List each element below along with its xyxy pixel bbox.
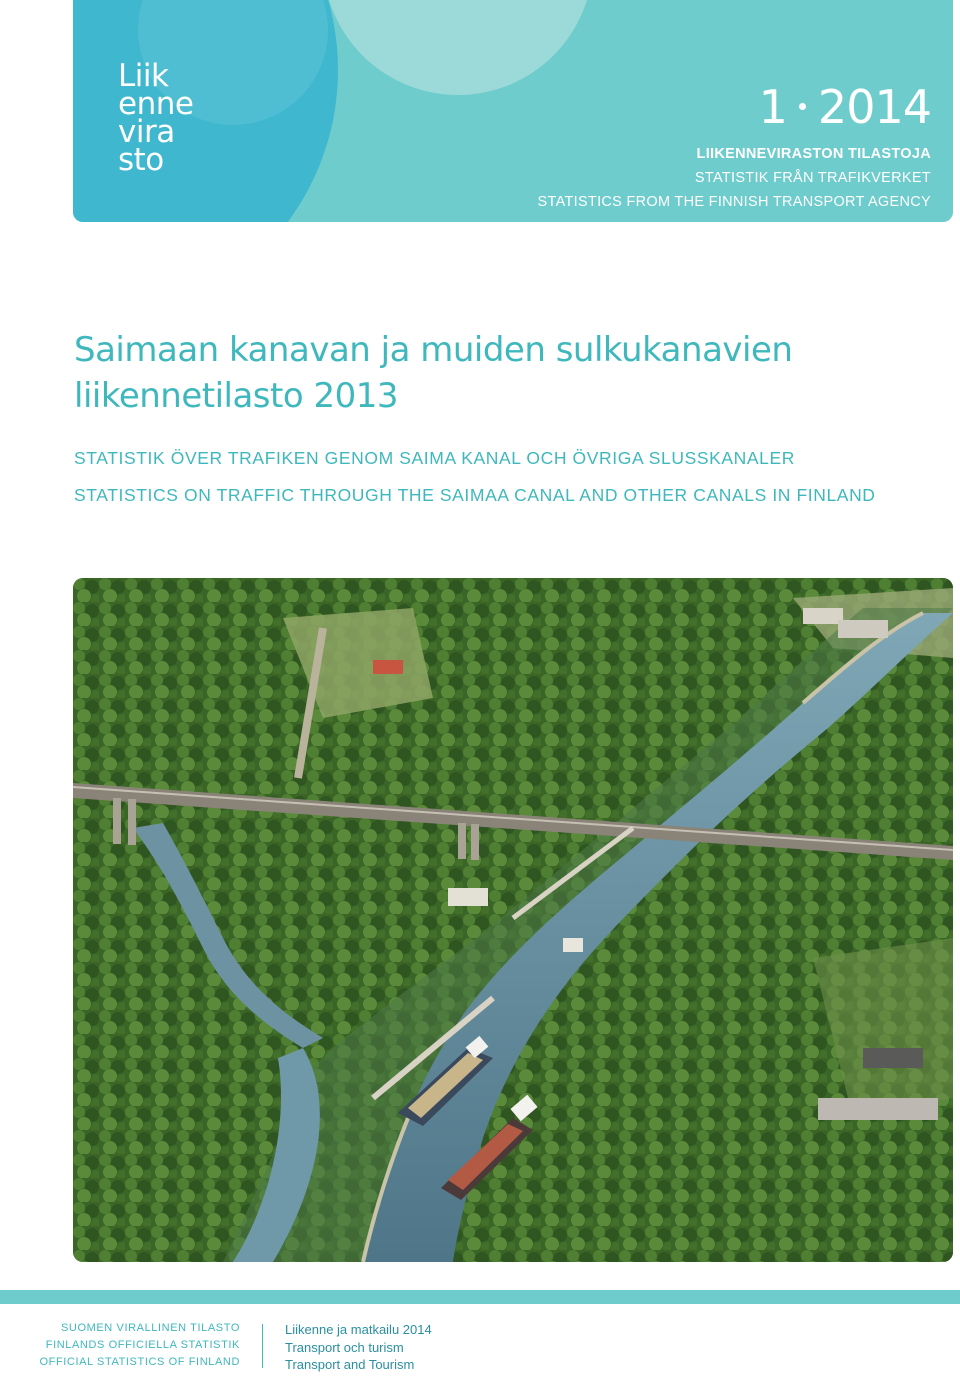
footer-divider [262, 1324, 263, 1368]
title-line: Saimaan kanavan ja muiden sulkukanavien [74, 330, 793, 370]
topic-label [285, 1321, 432, 1374]
series-title-en: STATISTICS FROM THE FINNISH TRANSPORT AGENCY [537, 194, 931, 210]
official-statistics-fi: SUOMEN VIRALLINEN TILASTO [60, 1322, 240, 1334]
logo-line: Liik [118, 58, 169, 94]
topic-fi: Liikenne ja matkailu 2014 [285, 1322, 432, 1337]
series-title-fi: LIIKENNEVIRASTON TILASTOJA [696, 146, 931, 162]
topic-sv: Transport och turism [285, 1339, 404, 1355]
canal-aerial-photo [73, 578, 953, 1262]
separator-dot-icon [799, 103, 806, 110]
topic-en: Transport and Tourism [285, 1357, 415, 1372]
logo-line: enne [118, 86, 194, 122]
subtitle-english: STATISTICS ON TRAFFIC THROUGH THE SAIMAA CANAL AND OTHER CANALS IN FINLAND [74, 485, 876, 505]
logo-line: sto [118, 142, 164, 178]
official-statistics-en: OFFICIAL STATISTICS OF FINLAND [39, 1356, 240, 1368]
issue-year: 2014 [817, 80, 931, 134]
official-statistics-sv: FINLANDS OFFICIELLA STATISTIK [45, 1339, 240, 1351]
issue-number [759, 80, 931, 134]
canal-aerial-illustration [73, 578, 953, 1262]
header-band [73, 0, 953, 222]
official-statistics-label [39, 1320, 240, 1371]
series-title-sv: STATISTIK FRÅN TRAFIKVERKET [694, 170, 931, 186]
series-titles [538, 142, 931, 214]
liikennevirasto-logo [118, 58, 194, 178]
logo-line: vira [118, 114, 175, 150]
subtitle-swedish: STATISTIK ÖVER TRAFIKEN GENOM SAIMA KANAL OCH ÖVRIGA SLUSSKANALER [74, 448, 796, 468]
issue-number-value: 1 [758, 80, 787, 134]
footer-band [0, 1290, 960, 1304]
title-line: liikennetilasto 2013 [74, 376, 398, 416]
document-title [74, 327, 894, 419]
